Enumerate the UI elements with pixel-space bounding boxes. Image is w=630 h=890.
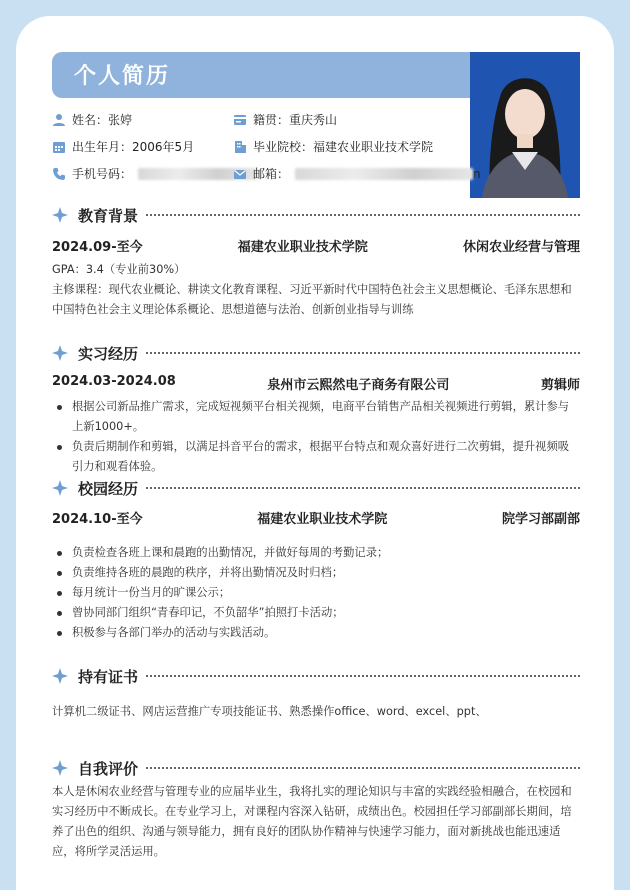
email-icon <box>233 167 247 181</box>
campus-school: 福建农业职业技术学院 <box>257 512 388 527</box>
education-school: 福建农业职业技术学院 <box>237 240 368 255</box>
hometown-label: 籍贯： <box>253 113 290 127</box>
education-major: 休闲农业经营与管理 <box>462 240 580 255</box>
info-name <box>52 111 132 128</box>
list-item: 每月统计一份当月的旷课公示； <box>52 583 580 603</box>
section-divider <box>146 214 580 216</box>
section-divider <box>146 352 580 354</box>
section-title: 教育背景 <box>78 206 139 225</box>
list-item: 积极参与各部门举办的活动与实践活动。 <box>52 623 580 643</box>
school-label: 毕业院校： <box>253 140 314 154</box>
section-divider <box>146 675 580 677</box>
list-item: 负责后期制作和剪辑，以满足抖音平台的需求，根据平台特点和观众喜好进行二次剪辑，提升视频吸引力和观看体验。 <box>52 437 580 477</box>
sparkle-icon <box>52 480 68 496</box>
building-icon <box>233 140 247 154</box>
education-row <box>52 236 580 255</box>
info-phone <box>52 165 258 182</box>
self-eval-text: 本人是休闲农业经营与管理专业的应届毕业生，我将扎实的理论知识与丰富的实践经验相融合，在校园和实习经历中不断成长。在专业学习上，对课程内容深入钻研，成绩出色。校园担任学习部副部长期间，培养了出色的组织、沟通与领导能力，拥有良好的团队协作精神与快速学习能力，面对新挑战也能迅速适应，将所学灵活运用。 <box>52 785 572 858</box>
section-title: 校园经历 <box>78 479 139 498</box>
section-divider <box>146 487 580 489</box>
phone-icon <box>52 167 66 181</box>
list-item: 曾协同部门组织“青春印记，不负韶华”拍照打卡活动； <box>52 603 580 623</box>
sparkle-icon <box>52 207 68 223</box>
section-divider <box>146 767 580 769</box>
internship-row <box>52 374 580 393</box>
email-redacted <box>295 168 473 180</box>
list-item: 负责维持各班的晨跑的秩序，并将出勤情况及时归档； <box>52 563 580 583</box>
internship-role: 剪辑师 <box>540 378 580 393</box>
sparkle-icon <box>52 345 68 361</box>
sparkle-icon <box>52 668 68 684</box>
page-title: 个人简历 <box>74 64 171 89</box>
section-education <box>52 205 580 225</box>
calendar-icon <box>52 140 66 154</box>
sparkle-icon <box>52 760 68 776</box>
name-label: 姓名： <box>72 113 109 127</box>
hometown-value: 重庆秀山 <box>289 113 338 127</box>
section-title: 自我评价 <box>78 759 139 778</box>
internship-list <box>52 397 580 477</box>
campus-row <box>52 508 580 527</box>
phone-label: 手机号码： <box>72 167 133 181</box>
list-item: 根据公司新品推广需求，完成短视频平台相关视频，电商平台销售产品相关视频进行剪辑，累计参与上新1000+。 <box>52 397 580 437</box>
profile-photo <box>470 52 580 198</box>
info-hometown <box>233 111 337 128</box>
section-self-eval <box>52 758 580 778</box>
info-birth <box>52 138 194 155</box>
section-title: 实习经历 <box>78 344 139 363</box>
person-icon <box>52 113 66 127</box>
name-value: 张婷 <box>108 113 133 127</box>
education-courses: 主修课程：现代农业概论、耕读文化教育课程、习近平新时代中国特色社会主义思想概论、毛泽东思想和中国特色社会主义理论体系概论、思想道德与法治、创新创业指导与训练 <box>52 283 572 316</box>
education-period: 2024.09-至今 <box>52 240 143 255</box>
birth-label: 出生年月： <box>72 140 133 154</box>
campus-period: 2024.10-至今 <box>52 512 143 527</box>
internship-period: 2024.03-2024.08 <box>52 374 176 389</box>
list-item: 负责检查各班上课和晨跑的出勤情况，并做好每周的考勤记录； <box>52 543 580 563</box>
email-label: 邮箱： <box>253 167 290 181</box>
campus-list <box>52 543 580 643</box>
education-gpa: GPA：3.4（专业前30%） <box>52 263 186 276</box>
section-certificates <box>52 666 580 686</box>
certificates-text: 计算机二级证书、网店运营推广专项技能证书、熟悉操作office、word、excel、ppt、 <box>52 705 487 718</box>
birth-value: 2006年5月 <box>132 140 195 154</box>
section-internship <box>52 343 580 363</box>
id-card-icon <box>233 113 247 127</box>
school-value: 福建农业职业技术学院 <box>313 140 434 154</box>
campus-role: 院学习部副部 <box>501 512 580 527</box>
section-title: 持有证书 <box>78 667 139 686</box>
email-tail: n <box>473 166 481 181</box>
internship-company: 泉州市云熙然电子商务有限公司 <box>267 378 450 393</box>
info-email <box>233 165 481 182</box>
section-campus <box>52 478 580 498</box>
info-school <box>233 138 433 155</box>
